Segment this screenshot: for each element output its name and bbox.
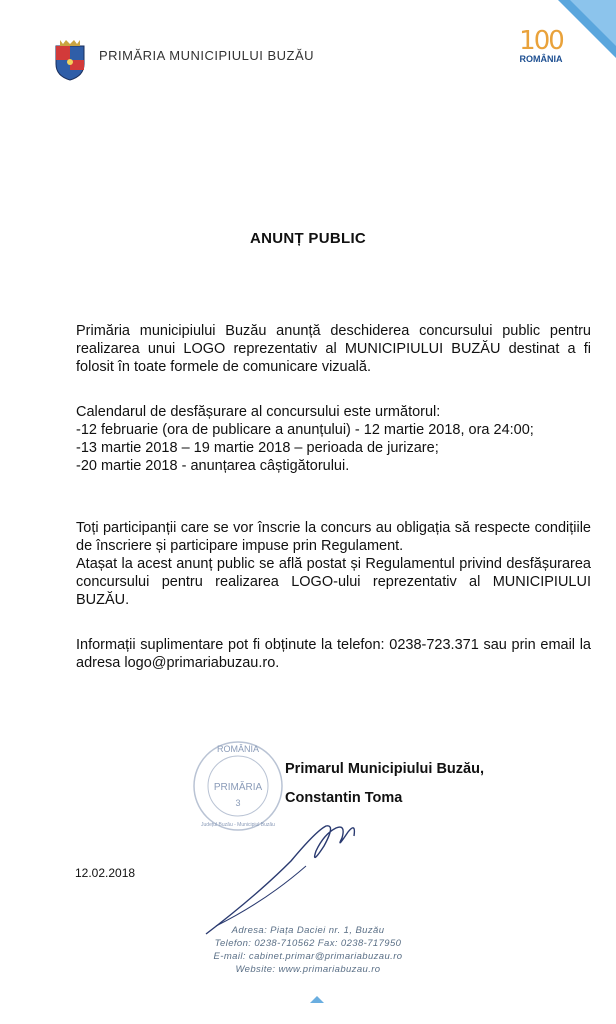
footer-email: E-mail: cabinet.primar@primariabuzau.ro: [213, 951, 403, 962]
calendar-item: -13 martie 2018 – 19 martie 2018 – perioada de jurizare;: [76, 440, 439, 456]
mayor-role: Primarul Municipiului Buzău,: [285, 761, 484, 777]
document-date: 12.02.2018: [75, 866, 136, 880]
calendar-section: [76, 403, 591, 475]
stamp-number: 3: [235, 798, 241, 808]
footer-triangle-icon: [310, 996, 324, 1003]
stamp-top-text: ROMÂNIA: [216, 744, 260, 754]
regulation-text: Atașat la acest anunț public se află postat și Regulamentul privind desfășurarea concursului pentru realizarea LOGO-ului reprezentativ al MUNICIPIULUI BUZĂU.: [76, 556, 591, 608]
calendar-item: -12 februarie (ora de publicare a anunțului) - 12 martie 2018, ora 24:00;: [76, 422, 534, 438]
page-title: ANUNȚ PUBLIC: [249, 230, 367, 247]
stamp-center-text: PRIMĂRIA: [213, 782, 263, 793]
footer-website: Website: www.primariabuzau.ro: [235, 964, 381, 975]
mayor-name: Constantin Toma: [285, 790, 403, 806]
signature-block: [285, 755, 484, 813]
corner-decoration-inner: [570, 0, 616, 46]
centenary-number: 100: [519, 26, 563, 56]
city-crest-icon: [53, 38, 87, 82]
calendar-item: -20 martie 2018 - anunțarea câștigătorului.: [76, 458, 350, 474]
announcement-paragraph: [76, 322, 591, 376]
footer-contact: [0, 924, 616, 976]
stamp-ring-text: Județul Buzău - Municipiul Buzău: [201, 822, 275, 828]
footer-address: Adresa: Piața Daciei nr. 1, Buzău: [231, 925, 385, 936]
announcement-text: Primăria municipiului Buzău anunță deschiderea concursului public pentru realizarea unui LOGO reprezentativ al MUNICIPIULUI BUZĂU destinat a fi folosit în toate formele de comunicare vizuală.: [76, 323, 591, 375]
contact-paragraph: Informații suplimentare pot fi obținute la telefon: 0238-723.371 sau prin email la adresa logo@primariabuzau.ro.: [76, 637, 591, 671]
participation-text: Toți participanții care se vor înscrie la concurs au obligația să respecte condițiile de înscriere și participare impuse prin Regulament.: [76, 520, 591, 554]
calendar-intro: Calendarul de desfășurare al concursului este următorul:: [76, 404, 441, 420]
institution-name: PRIMĂRIA MUNICIPIULUI BUZĂU: [99, 48, 315, 63]
footer-phone: Telefon: 0238-710562 Fax: 0238-717950: [214, 938, 402, 949]
participation-paragraph: [76, 519, 591, 609]
centenary-logo: [506, 28, 576, 76]
centenary-label: ROMÂNIA: [519, 54, 563, 64]
